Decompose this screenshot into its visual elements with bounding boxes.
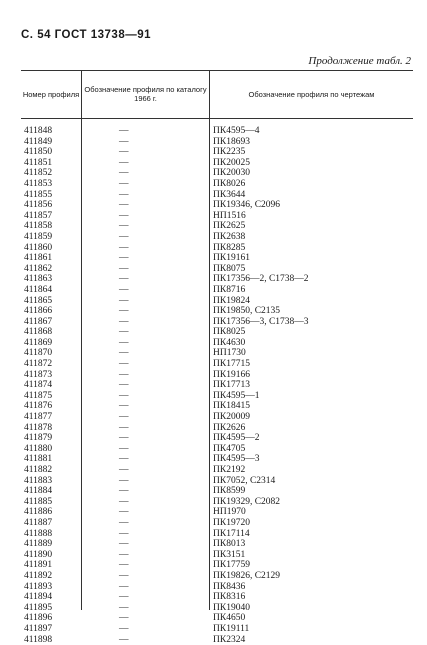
table-row xyxy=(21,370,413,381)
catalog-designation: — xyxy=(119,433,139,444)
table-row xyxy=(21,348,413,359)
profile-number: 411890 xyxy=(24,550,80,561)
profile-number: 411865 xyxy=(24,296,80,307)
profile-number: 411882 xyxy=(24,465,80,476)
profile-number: 411888 xyxy=(24,529,80,540)
profile-number: 411893 xyxy=(24,582,80,593)
catalog-designation: — xyxy=(119,253,139,264)
drawing-designation: ПК4595—4 xyxy=(213,126,259,137)
drawing-designation: ПК2625 xyxy=(213,221,245,232)
drawing-designation: ПК8285 xyxy=(213,243,245,254)
column-header-drawing: Обозначение профиля по чертежам xyxy=(210,70,413,118)
profile-number: 411873 xyxy=(24,370,80,381)
table-row xyxy=(21,476,413,487)
column-header-catalog: Обозначение профиля по каталогу 1966 г. xyxy=(82,70,209,118)
drawing-designation: ПК8316 xyxy=(213,592,245,603)
catalog-designation: — xyxy=(119,486,139,497)
table-row xyxy=(21,327,413,338)
profile-number: 411879 xyxy=(24,433,80,444)
catalog-designation: — xyxy=(119,147,139,158)
drawing-designation: ПК8716 xyxy=(213,285,245,296)
table-row xyxy=(21,179,413,190)
drawing-designation: НП1970 xyxy=(213,507,246,518)
catalog-designation: — xyxy=(119,317,139,328)
profile-number: 411856 xyxy=(24,200,80,211)
catalog-designation: — xyxy=(119,560,139,571)
drawing-designation: ПК20030 xyxy=(213,168,250,179)
profile-number: 411864 xyxy=(24,285,80,296)
catalog-designation: — xyxy=(119,243,139,254)
profile-number: 411849 xyxy=(24,137,80,148)
drawing-designation: ПК19346, С2096 xyxy=(213,200,280,211)
profile-number: 411891 xyxy=(24,560,80,571)
profile-number: 411858 xyxy=(24,221,80,232)
drawing-designation: ПК8075 xyxy=(213,264,245,275)
table-row xyxy=(21,444,413,455)
drawing-designation: ПК17356—2, С1738—2 xyxy=(213,274,309,285)
catalog-designation: — xyxy=(119,497,139,508)
catalog-designation: — xyxy=(119,232,139,243)
drawing-designation: ПК19720 xyxy=(213,518,250,529)
drawing-designation: ПК17114 xyxy=(213,529,250,540)
profile-number: 411868 xyxy=(24,327,80,338)
drawing-designation: ПК17715 xyxy=(213,359,250,370)
catalog-designation: — xyxy=(119,274,139,285)
profile-number: 411874 xyxy=(24,380,80,391)
drawing-designation: ПК19111 xyxy=(213,624,249,635)
profile-number: 411886 xyxy=(24,507,80,518)
catalog-designation: — xyxy=(119,348,139,359)
table-row xyxy=(21,137,413,148)
catalog-designation: — xyxy=(119,137,139,148)
catalog-designation: — xyxy=(119,603,139,614)
catalog-designation: — xyxy=(119,380,139,391)
drawing-designation: ПК17759 xyxy=(213,560,250,571)
profile-number: 411887 xyxy=(24,518,80,529)
continuation-label: Продолжение табл. 2 xyxy=(308,55,411,67)
catalog-designation: — xyxy=(119,613,139,624)
table-body xyxy=(21,126,413,645)
table-row xyxy=(21,412,413,423)
profile-number: 411870 xyxy=(24,348,80,359)
table-row xyxy=(21,359,413,370)
profile-number: 411855 xyxy=(24,190,80,201)
table-row xyxy=(21,401,413,412)
table-row xyxy=(21,560,413,571)
catalog-designation: — xyxy=(119,539,139,550)
table-row xyxy=(21,285,413,296)
catalog-designation: — xyxy=(119,391,139,402)
profile-number: 411896 xyxy=(24,613,80,624)
table-row xyxy=(21,592,413,603)
table-row xyxy=(21,147,413,158)
drawing-designation: ПК2235 xyxy=(213,147,245,158)
drawing-designation: НП1516 xyxy=(213,211,246,222)
profile-number: 411883 xyxy=(24,476,80,487)
profile-number: 411848 xyxy=(24,126,80,137)
table-row xyxy=(21,518,413,529)
catalog-designation: — xyxy=(119,126,139,137)
drawing-designation: ПК8436 xyxy=(213,582,245,593)
table-row xyxy=(21,211,413,222)
catalog-designation: — xyxy=(119,592,139,603)
catalog-designation: — xyxy=(119,635,139,645)
catalog-designation: — xyxy=(119,338,139,349)
catalog-designation: — xyxy=(119,529,139,540)
drawing-designation: ПК18693 xyxy=(213,137,250,148)
table-row xyxy=(21,507,413,518)
drawing-designation: ПК8013 xyxy=(213,539,245,550)
profile-number: 411867 xyxy=(24,317,80,328)
drawing-designation: ПК2192 xyxy=(213,465,245,476)
profile-number: 411853 xyxy=(24,179,80,190)
profile-number: 411889 xyxy=(24,539,80,550)
column-header-number: Номер профиля xyxy=(21,70,81,118)
profile-number: 411898 xyxy=(24,635,80,645)
table-row xyxy=(21,296,413,307)
profile-number: 411897 xyxy=(24,624,80,635)
drawing-designation: ПК19329, С2082 xyxy=(213,497,280,508)
catalog-designation: — xyxy=(119,264,139,275)
drawing-designation: ПК2638 xyxy=(213,232,245,243)
table-row xyxy=(21,635,413,645)
table-row xyxy=(21,243,413,254)
profile-number: 411869 xyxy=(24,338,80,349)
catalog-designation: — xyxy=(119,412,139,423)
catalog-designation: — xyxy=(119,444,139,455)
drawing-designation: ПК19161 xyxy=(213,253,250,264)
catalog-designation: — xyxy=(119,158,139,169)
catalog-designation: — xyxy=(119,285,139,296)
drawing-designation: ПК3644 xyxy=(213,190,245,201)
catalog-designation: — xyxy=(119,465,139,476)
profile-number: 411884 xyxy=(24,486,80,497)
catalog-designation: — xyxy=(119,507,139,518)
drawing-designation: ПК8599 xyxy=(213,486,245,497)
catalog-designation: — xyxy=(119,327,139,338)
table-row xyxy=(21,539,413,550)
catalog-designation: — xyxy=(119,571,139,582)
profile-number: 411852 xyxy=(24,168,80,179)
drawing-designation: ПК20025 xyxy=(213,158,250,169)
drawing-designation: ПК19850, С2135 xyxy=(213,306,280,317)
profile-number: 411892 xyxy=(24,571,80,582)
table-row xyxy=(21,582,413,593)
catalog-designation: — xyxy=(119,476,139,487)
catalog-designation: — xyxy=(119,168,139,179)
catalog-designation: — xyxy=(119,423,139,434)
drawing-designation: ПК4595—3 xyxy=(213,454,259,465)
table-row xyxy=(21,391,413,402)
table-row xyxy=(21,465,413,476)
table-row xyxy=(21,221,413,232)
catalog-designation: — xyxy=(119,550,139,561)
table-row xyxy=(21,253,413,264)
catalog-designation: — xyxy=(119,454,139,465)
drawing-designation: ПК19826, С2129 xyxy=(213,571,280,582)
drawing-designation: ПК19040 xyxy=(213,603,250,614)
table-row xyxy=(21,613,413,624)
table-row xyxy=(21,158,413,169)
table-row xyxy=(21,486,413,497)
profile-number: 411876 xyxy=(24,401,80,412)
table-row xyxy=(21,317,413,328)
catalog-designation: — xyxy=(119,306,139,317)
table-row xyxy=(21,433,413,444)
profile-number: 411875 xyxy=(24,391,80,402)
table-row xyxy=(21,603,413,614)
drawing-designation: ПК4705 xyxy=(213,444,245,455)
drawing-designation: ПК4650 xyxy=(213,613,245,624)
table-row xyxy=(21,264,413,275)
profile-number: 411861 xyxy=(24,253,80,264)
profile-number: 411877 xyxy=(24,412,80,423)
profile-number: 411894 xyxy=(24,592,80,603)
catalog-designation: — xyxy=(119,401,139,412)
table-row xyxy=(21,126,413,137)
table-row xyxy=(21,571,413,582)
catalog-designation: — xyxy=(119,624,139,635)
catalog-designation: — xyxy=(119,370,139,381)
table-row xyxy=(21,550,413,561)
drawing-designation: ПК2626 xyxy=(213,423,245,434)
drawing-designation: ПК8025 xyxy=(213,327,245,338)
drawing-designation: ПК4595—2 xyxy=(213,433,259,444)
drawing-designation: ПК17356—3, С1738—3 xyxy=(213,317,309,328)
table-row xyxy=(21,529,413,540)
catalog-designation: — xyxy=(119,211,139,222)
catalog-designation: — xyxy=(119,221,139,232)
table-row xyxy=(21,454,413,465)
profile-number: 411851 xyxy=(24,158,80,169)
catalog-designation: — xyxy=(119,179,139,190)
table-row xyxy=(21,423,413,434)
profile-number: 411885 xyxy=(24,497,80,508)
table-row xyxy=(21,232,413,243)
table-row xyxy=(21,306,413,317)
page-header: С. 54 ГОСТ 13738—91 xyxy=(21,29,151,41)
profile-table xyxy=(21,70,413,610)
table-row xyxy=(21,168,413,179)
profile-number: 411866 xyxy=(24,306,80,317)
drawing-designation: ПК17713 xyxy=(213,380,250,391)
catalog-designation: — xyxy=(119,296,139,307)
profile-number: 411895 xyxy=(24,603,80,614)
table-row xyxy=(21,497,413,508)
profile-number: 411862 xyxy=(24,264,80,275)
drawing-designation: ПК7052, С2314 xyxy=(213,476,275,487)
catalog-designation: — xyxy=(119,518,139,529)
profile-number: 411860 xyxy=(24,243,80,254)
drawing-designation: ПК19824 xyxy=(213,296,250,307)
table-row xyxy=(21,200,413,211)
profile-number: 411878 xyxy=(24,423,80,434)
table-row xyxy=(21,190,413,201)
profile-number: 411872 xyxy=(24,359,80,370)
drawing-designation: ПК4630 xyxy=(213,338,245,349)
header-bottom-rule xyxy=(21,118,413,119)
drawing-designation: ПК20009 xyxy=(213,412,250,423)
catalog-designation: — xyxy=(119,200,139,211)
drawing-designation: ПК4595—1 xyxy=(213,391,259,402)
drawing-designation: ПК8026 xyxy=(213,179,245,190)
drawing-designation: ПК18415 xyxy=(213,401,250,412)
catalog-designation: — xyxy=(119,190,139,201)
profile-number: 411881 xyxy=(24,454,80,465)
profile-number: 411857 xyxy=(24,211,80,222)
drawing-designation: ПК19166 xyxy=(213,370,250,381)
profile-number: 411880 xyxy=(24,444,80,455)
table-row xyxy=(21,380,413,391)
drawing-designation: НП1730 xyxy=(213,348,246,359)
table-row xyxy=(21,274,413,285)
catalog-designation: — xyxy=(119,359,139,370)
profile-number: 411863 xyxy=(24,274,80,285)
profile-number: 411859 xyxy=(24,232,80,243)
profile-number: 411850 xyxy=(24,147,80,158)
catalog-designation: — xyxy=(119,582,139,593)
drawing-designation: ПК2324 xyxy=(213,635,245,645)
drawing-designation: ПК3151 xyxy=(213,550,245,561)
table-row xyxy=(21,338,413,349)
